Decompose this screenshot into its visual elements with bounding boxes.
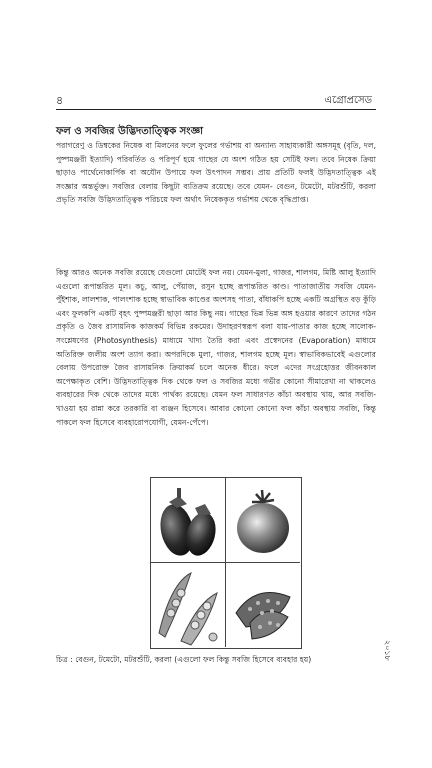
bitter-gourd-image — [226, 563, 300, 647]
pea-pods-image — [151, 563, 226, 647]
margin-mark: ২০১৮ — [383, 640, 392, 661]
header-rule — [56, 109, 376, 110]
tomato-image — [226, 478, 300, 563]
vegetable-figure — [150, 477, 302, 649]
page-number: ৪ — [56, 94, 64, 107]
paragraph-vegetables: কিন্তু আরও অনেক সবজি রয়েছে যেগুলো মোটেই ফল নয়। যেমন-মুলা, গাজর, শালগম, মিষ্টি আলু ইত্যাদি এগুলো রূপান্তরিত মূল। কচু, আলু, পেঁয়াজ, রসুন হচ্ছে রূপান্তরিত কাণ্ড। পাতাজাতীয় সবজি যেমন-পুঁইশাক, লালশাক, পালংশাক হচ্ছে স্বাভাবিক কাণ্ডের অংশসহ পাতা, বাঁধাকপি হচ্ছে একটি অগ্রস্থিত বড় কুঁড়ি এবং ফুলকপি একটি বৃহৎ পুষ্পমঞ্জরী ছাড়া আর কিছু নয়। গাছের ভিন্ন ভিন্ন অঙ্গ হওয়ার কারণে তাদের গঠন প্রকৃতি ও জৈব রাসায়নিক কাজকর্ম বিভিন্ন রকমের। উদাহরণস্বরূপ বলা যায়-পাতার কাজ হচ্ছে সালোক-সংশ্লেষণের (Photosynthesis) মাধ্যমে খাদ্য তৈরি করা এবং প্রস্বেদনের (Evaporation) মাধ্যমে অতিরিক্ত জলীয় অংশ ত্যাগ করা। অপরদিকে মুলা, গাজর, শালগম হচ্ছে মূল। স্বাভাবিকভাবেই এগুলোর বেলায় উপরোক্ত জৈব রাসায়নিক ক্রিয়াকর্ম চলে অনেক ধীরে। ফলে এদের সংগ্রহোত্তর জীবনকাল অপেক্ষাকৃত বেশি। উদ্ভিদতাত্ত্বিক দিক থেকে ফল ও সবজির মধ্যে গভীর কোনো সীমারেখা না থাকলেও ব্যবহারের দিক থেকে তাদের মধ্যে পার্থক্য রয়েছে। যেমন ফল সাধারণত কাঁচা অবস্থায় খায়, আর সবজি-খাওয়া হয় রান্না করে তরকারি বা ব্যঞ্জন হিসেবে। আবার কোনো কোনো ফল কাঁচা অবস্থায় সবজি, কিন্তু পাকলে ফল হিসেবে ব্যবহারোপযোগী, যেমন-পেঁপে। — [56, 268, 376, 427]
eggplant-image — [151, 478, 226, 563]
paragraph-definition: পরাগরেণু ও ডিম্বকের নিষেক বা মিলনের ফলে ফুলের গর্ভাশয় বা অন্যান্য সাহায্যকারী অঙ্গসমূহ (বৃতি, দল, পুষ্পমঞ্জরী ইত্যাদি) পরিবর্তিত ও পরিপূর্ণ হয়ে গাছের যে অংশ গঠিত হয় সেটিই ফল। তবে নিষেক ক্রিয়া ছাড়াও পার্থেনোকার্পিক বা অযৌন উপায়ে ফল উৎপাদন সম্ভব। প্রায় প্রতিটি ফলই উদ্ভিদতাত্ত্বিক এই সংজ্ঞার অন্তর্ভুক্ত। সবজির বেলায় কিছুটা ব্যতিক্রম রয়েছে। তবে যেমন- বেগুন, টমেটো, মটরশুঁটি, করলা প্রভৃতি সবজি উদ্ভিদতাত্ত্বিক পরিচয়ে ফল অর্থাৎ নিষেককৃত গর্ভাশয় থেকে বৃদ্ধিপ্রাপ্ত। — [56, 141, 376, 205]
running-head: এগ্রোপ্রসেড — [324, 95, 372, 106]
figure-caption: চিত্র : বেগুন, টমেটো, মটরশুঁটি, করলা (এগুলো ফল কিন্তু সবজি হিসেবে ব্যবহার হয়) — [56, 655, 312, 664]
section-heading: ফল ও সবজির উদ্ভিদতাত্ত্বিক সংজ্ঞা — [56, 126, 204, 137]
